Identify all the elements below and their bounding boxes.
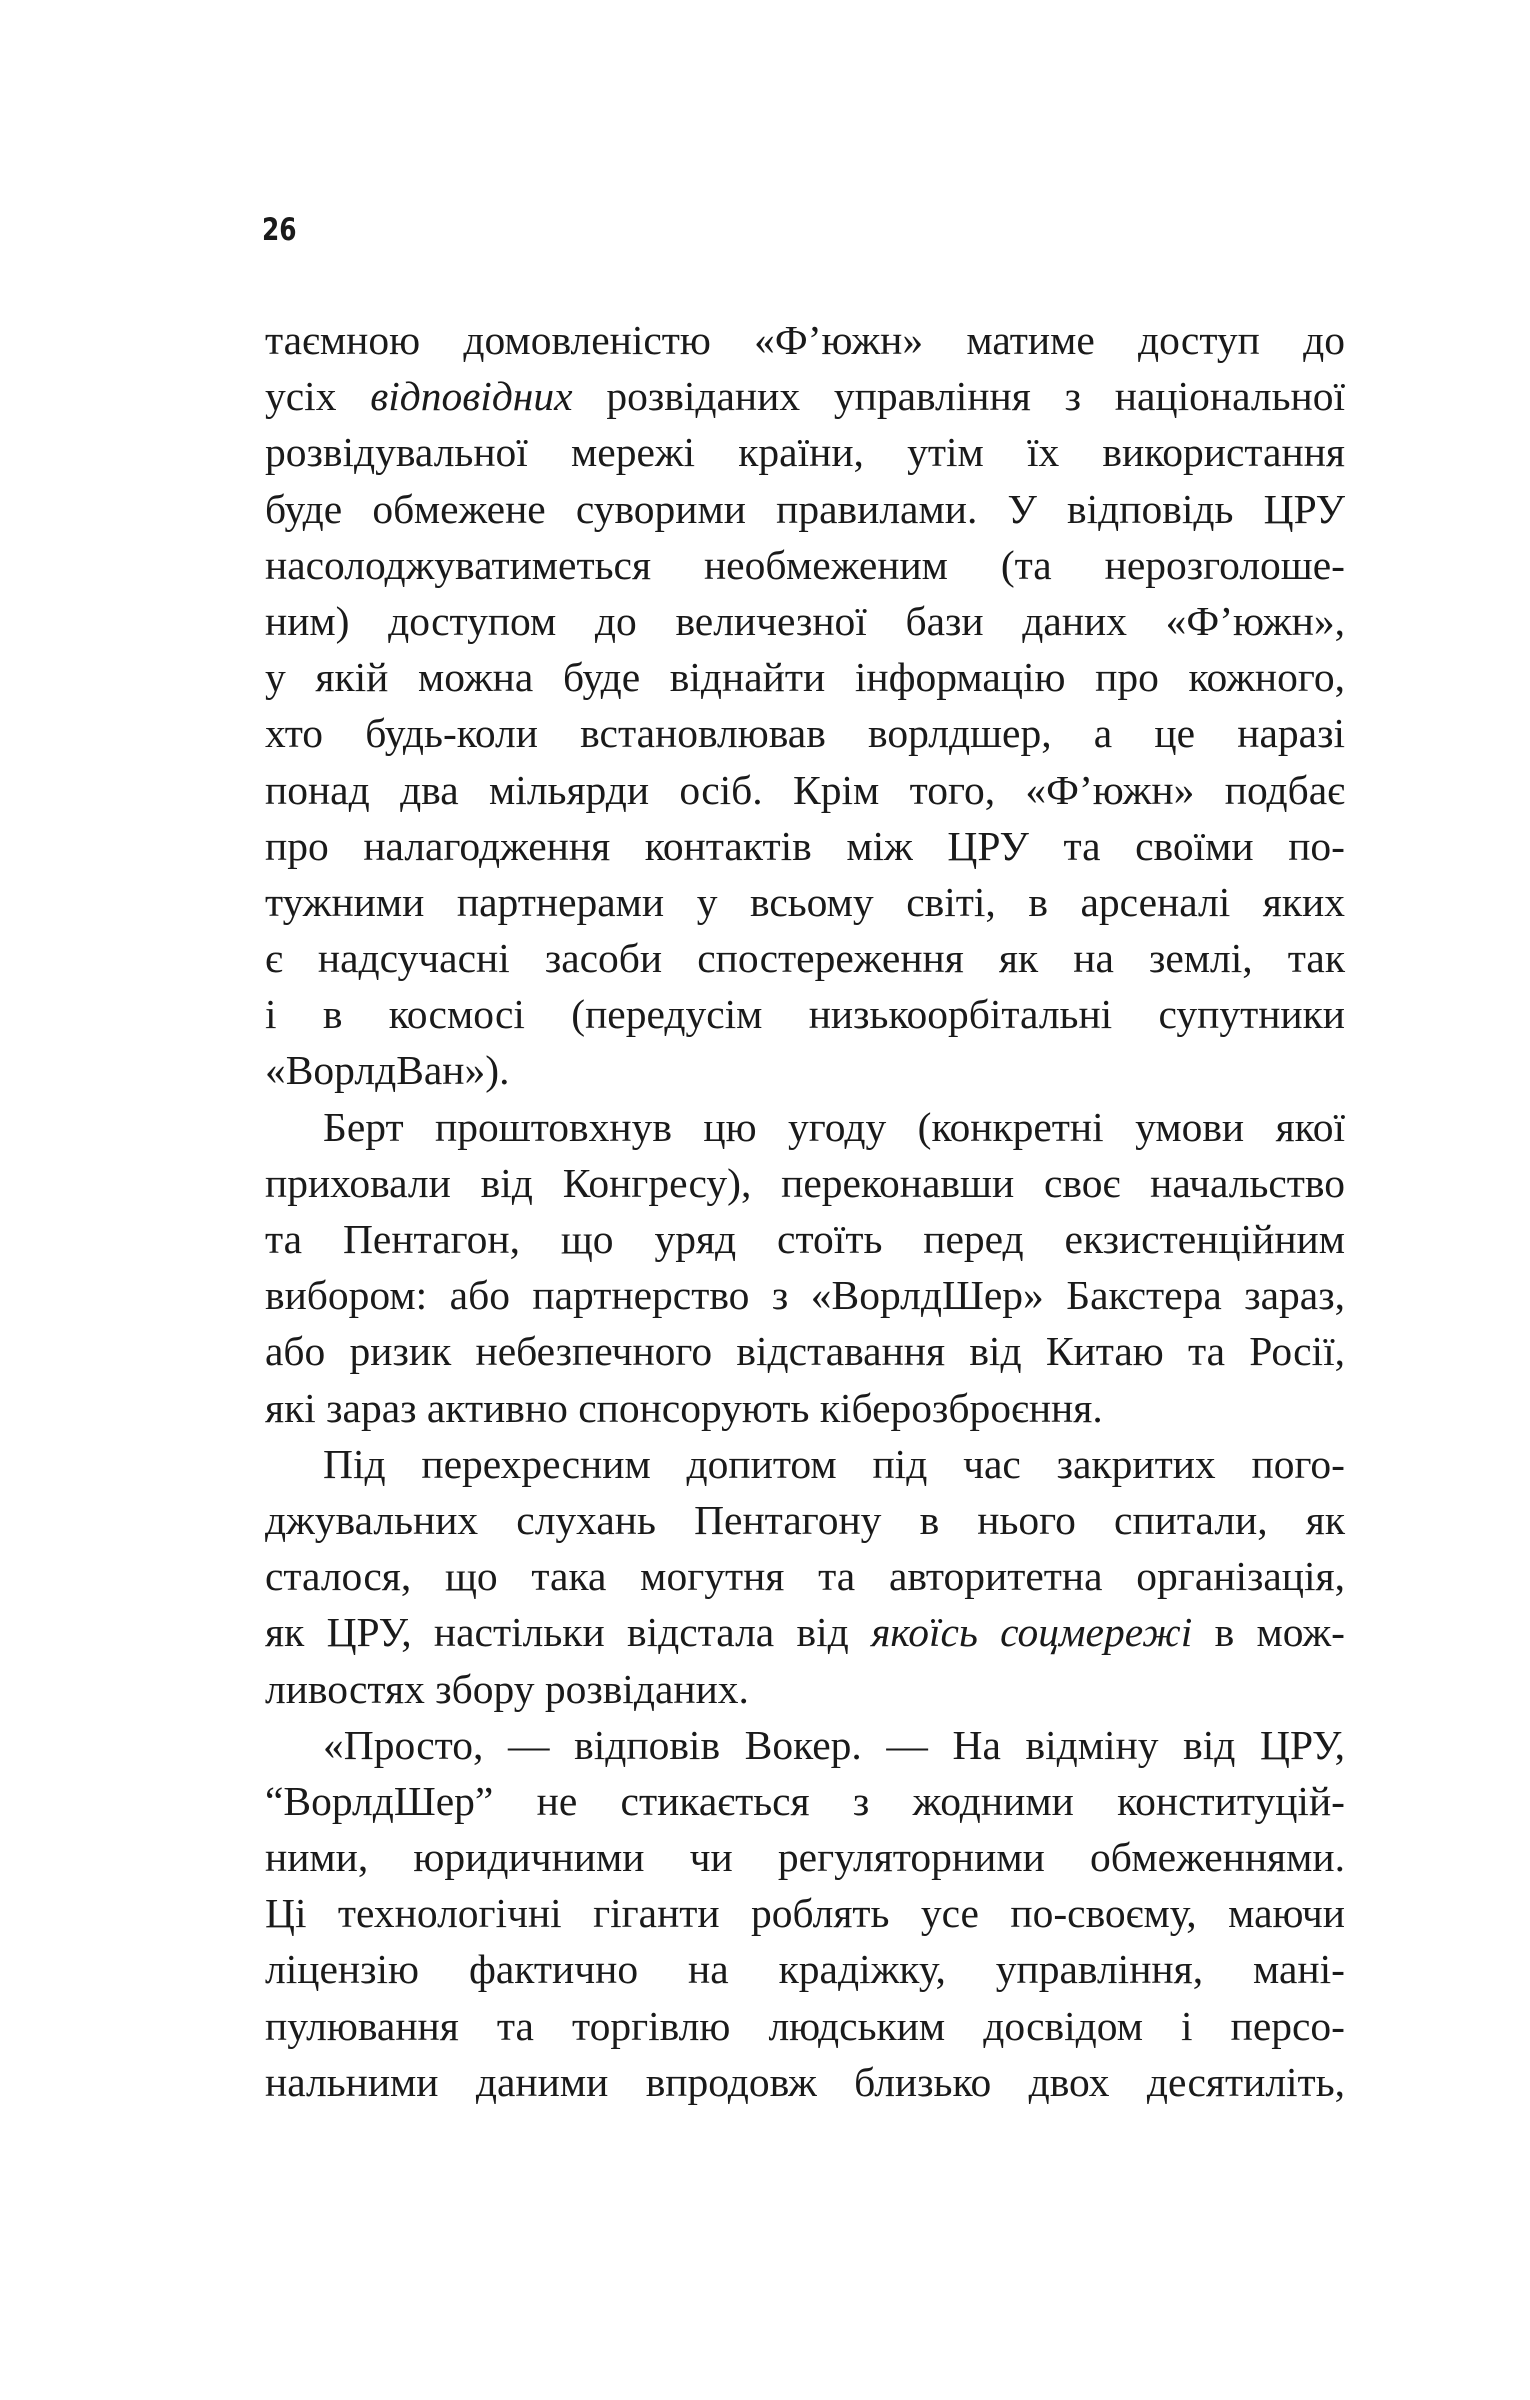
text-segment: ліцензію фактично на крадіжку, управління, мані- bbox=[265, 1946, 1345, 1993]
text-segment: про налагодження контактів між ЦРУ та своїми по- bbox=[265, 822, 1345, 869]
text-line bbox=[265, 874, 1345, 930]
text-segment: вибором: або партнерство з «ВорлдШер» Бакстера зараз, bbox=[265, 1272, 1345, 1319]
text-line bbox=[265, 537, 1345, 593]
text-segment: Ці технологічні гіганти роблять усе по-своєму, маючи bbox=[265, 1890, 1345, 1937]
text-line bbox=[265, 705, 1345, 761]
text-segment: понад два мільярди осіб. Крім того, «Ф’южн» подбає bbox=[265, 766, 1345, 813]
text-line bbox=[265, 1717, 1345, 1773]
text-segment: джувальних слухань Пентагону в нього спитали, як bbox=[265, 1496, 1345, 1543]
text-segment: “ВорлдШер” не стикається з жодними конституцій- bbox=[265, 1777, 1345, 1824]
text-segment: насолоджуватиметься необмеженим (та нерозголоше- bbox=[265, 541, 1345, 588]
text-segment: тужними партнерами у всьому світі, в арсеналі яких bbox=[265, 878, 1345, 925]
text-segment: Берт проштовхнув цю угоду (конкретні умови якої bbox=[323, 1103, 1345, 1150]
text-line bbox=[265, 1042, 1345, 1098]
italic-text: якоїсь соцмережі bbox=[871, 1609, 1193, 1656]
text-line bbox=[265, 1773, 1345, 1829]
text-line bbox=[265, 2054, 1345, 2110]
text-line bbox=[265, 1998, 1345, 2054]
text-segment: розвідувальної мережі країни, утім їх використання bbox=[265, 429, 1345, 476]
text-segment: нальними даними впродовж близько двох десятиліть, bbox=[265, 2058, 1345, 2105]
text-line bbox=[265, 368, 1345, 424]
text-segment: в мож- bbox=[1192, 1609, 1345, 1656]
text-line bbox=[265, 481, 1345, 537]
text-line bbox=[265, 1829, 1345, 1885]
text-line bbox=[265, 1267, 1345, 1323]
text-line bbox=[265, 986, 1345, 1042]
text-line bbox=[265, 1436, 1345, 1492]
page-number: 26 bbox=[262, 212, 297, 248]
text-segment: ними, юридичними чи регуляторними обмеженнями. bbox=[265, 1834, 1345, 1881]
text-line bbox=[265, 424, 1345, 480]
text-segment: є надсучасні засоби спостереження як на землі, так bbox=[265, 935, 1345, 982]
text-segment: усіх bbox=[265, 373, 371, 420]
italic-text: відповідних bbox=[370, 373, 573, 420]
text-line bbox=[265, 762, 1345, 818]
text-segment: Під перехресним допитом під час закритих пого- bbox=[323, 1440, 1345, 1487]
text-line bbox=[265, 1661, 1345, 1717]
text-segment: приховали від Конгресу), переконавши своє начальство bbox=[265, 1159, 1345, 1206]
text-line bbox=[265, 1155, 1345, 1211]
text-line bbox=[265, 1211, 1345, 1267]
body-text bbox=[265, 312, 1345, 2110]
text-line bbox=[265, 1099, 1345, 1155]
text-line bbox=[265, 312, 1345, 368]
text-line bbox=[265, 649, 1345, 705]
text-segment: пулювання та торгівлю людським досвідом і персо- bbox=[265, 2002, 1345, 2049]
text-segment: «Просто, — відповів Вокер. — На відміну від ЦРУ, bbox=[323, 1721, 1345, 1768]
text-segment: ливостях збору розвіданих. bbox=[265, 1665, 749, 1712]
text-segment: як ЦРУ, настільки відстала від bbox=[265, 1609, 872, 1656]
text-segment: сталося, що така могутня та авторитетна організація, bbox=[265, 1553, 1345, 1600]
text-line bbox=[265, 1548, 1345, 1604]
text-line bbox=[265, 1492, 1345, 1548]
text-segment: розвіданих управління з національної bbox=[572, 373, 1345, 420]
text-segment: ним) доступом до величезної бази даних «Ф’южн», bbox=[265, 597, 1345, 644]
text-line bbox=[265, 1885, 1345, 1941]
text-segment: у якій можна буде віднайти інформацію про кожного, bbox=[265, 654, 1345, 701]
text-line bbox=[265, 930, 1345, 986]
text-segment: «ВорлдВан»). bbox=[265, 1047, 510, 1094]
text-line bbox=[265, 818, 1345, 874]
text-segment: або ризик небезпечного відставання від Китаю та Росії, bbox=[265, 1328, 1345, 1375]
text-segment: та Пентагон, що уряд стоїть перед екзистенційним bbox=[265, 1216, 1345, 1262]
text-segment: які зараз активно спонсорують кіберозброєння. bbox=[265, 1384, 1103, 1431]
text-line bbox=[265, 1380, 1345, 1436]
text-segment: хто будь-коли встановлював ворлдшер, а це наразі bbox=[265, 710, 1345, 757]
text-segment: буде обмежене суворими правилами. У відповідь ЦРУ bbox=[265, 485, 1345, 532]
text-segment: таємною домовленістю «Ф’южн» матиме доступ до bbox=[265, 317, 1345, 363]
text-segment: і в космосі (передусім низькоорбітальні супутники bbox=[265, 991, 1345, 1038]
text-line bbox=[265, 1941, 1345, 1997]
text-line bbox=[265, 593, 1345, 649]
text-line bbox=[265, 1604, 1345, 1660]
text-line bbox=[265, 1323, 1345, 1379]
